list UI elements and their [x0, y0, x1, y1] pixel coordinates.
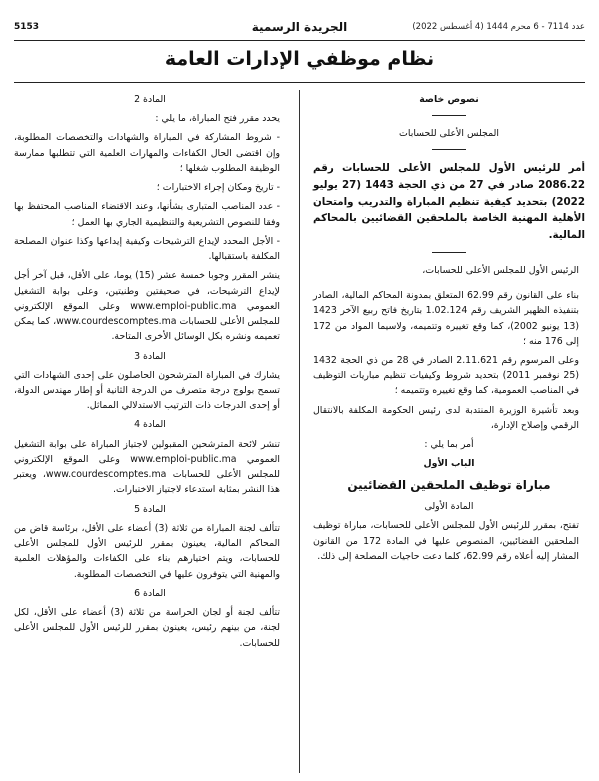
- page-header: [14, 20, 585, 38]
- chapter-title: مباراة توظيف الملحقين القضائيين: [347, 477, 551, 492]
- preamble-law: بناء على القانون رقم 62.99 المتعلق بمدونة المحاكم المالية، الصادر بتنفيذه الظهير الشريف رقم 1.02.124 بتاريخ فاتح ربيع الآخر 1423 (13 يونيو 2002)، كما وقع تغييره وتتميمه، ولاسيما المواد من 172 إلى 176 منه ؛: [313, 290, 579, 347]
- header-rule: [14, 40, 585, 41]
- article-4-text: تنشر لائحة المترشحين المقبولين لاجتياز المباراة على بوابة التشغيل العمومي www.emploi-public.ma وعلى الموقع الإلكتروني للمجلس الأعلى للحسابات www.courdescomptes.ma، ويعتبر هذا النشر بمثابة استدعاء لاجتياز الاختبارات.: [14, 438, 280, 496]
- short-rule: [432, 149, 466, 150]
- article-4-title: المادة 4: [134, 419, 166, 431]
- preamble-visa: وبعد تأشيرة الوزيرة المنتدبة لدى رئيس الحكومة المكلفة بالانتقال الرقمي وإصلاح الإدارة،: [313, 404, 579, 431]
- title-rule: [14, 82, 585, 83]
- article-2-item: - شروط المشاركة في المباراة والشهادات والتخصصات المطلوبة، وإن اقتضى الحال الكفاءات والمهارات العلمية التي تتطلبها ممارسة الوظيفة المطلوب شغلها ؛: [14, 132, 280, 174]
- page-title: نظام موظفي الإدارات العامة: [164, 48, 435, 70]
- order-line: أمر بما يلي :: [424, 439, 474, 451]
- preamble-decree: وعلى المرسوم رقم 2.11.621 الصادر في 28 من ذي الحجة 1432 (25 نوفمبر 2011) بتحديد شروط وكيفيات تنظيم مباريات التوظيف في المناصب العمومية، كما وقع تغييره وتتميمه ؛: [313, 355, 579, 397]
- article-2-item: - تاريخ ومكان إجراء الاختبارات ؛: [156, 182, 280, 194]
- issue-info: عدد 7114 - 6 محرم 1444 (4 أغسطس 2022): [412, 22, 585, 32]
- column-separator: [299, 90, 300, 773]
- article-5-text: تتألف لجنة المباراة من ثلاثة (3) أعضاء على الأقل، برئاسة قاض من المحاكم المالية، يعينون بمقرر للرئيس الأول للمجلس الأعلى للحسابات، ويتم اختيارهم بناء على الكفاءات والمؤهلات العلمية والمهنية التي يتوفرون عليها في التخصصات المطلوبة.: [14, 522, 280, 580]
- article-2-item: - عدد المناصب المتبارى بشأنها، وعند الاقتضاء المناصب المحتفظ بها وفقا للنصوص التشريعية والتنظيمية الجاري بها العمل ؛: [14, 201, 280, 228]
- council-name: المجلس الأعلى للحسابات: [399, 128, 499, 140]
- short-rule: [432, 115, 466, 116]
- article-6-title: المادة 6: [134, 587, 166, 599]
- article-2-item: - الأجل المحدد لإيداع الترشيحات وكيفية إيداعها وكذا عنوان المصلحة المكلفة باستقبالها.: [14, 235, 280, 263]
- right-column: [313, 92, 585, 568]
- article-1-title: المادة الأولى: [424, 501, 474, 513]
- short-rule: [432, 252, 466, 253]
- chapter-heading: الباب الأول: [423, 458, 475, 470]
- left-column: [14, 92, 286, 655]
- page-number: 5153: [14, 22, 40, 32]
- issuer: الرئيس الأول للمجلس الأعلى للحسابات،: [422, 264, 579, 276]
- article-3-title: المادة 3: [134, 350, 166, 362]
- article-2-outro: ينشر المقرر وجوبا خمسة عشر (15) يوما، على الأقل، قبل آخر أجل لإيداع الترشيحات، في صحيفتين وطنيتين، وعلى بوابة التشغيل العمومي www.emploi-public.ma وعلى الموقع الإلكتروني للمجلس الأعلى للحسابات www.courdescomptes.ma، كما يمكن تعميمه ونشره بكل الوسائل الأخرى المتاحة.: [14, 270, 280, 343]
- journal-name: الجريدة الرسمية: [251, 20, 348, 34]
- article-2-title: المادة 2: [134, 94, 166, 105]
- article-2-intro: يحدد مقرر فتح المباراة، ما يلي :: [155, 113, 280, 125]
- article-1-text: تفتح، بمقرر للرئيس الأول للمجلس الأعلى للحسابات، مباراة توظيف الملحقين القضائيين، المنصوص عليها في المادة 172 من القانون المشار إليه أعلاه رقم 62.99، كلما دعت حاجيات المصلحة إلى ذلك.: [313, 520, 579, 562]
- section-heading: نصوص خاصة: [419, 94, 479, 105]
- article-6-text: تتألف لجنة أو لجان الحراسة من ثلاثة (3) أعضاء على الأقل، لكل لجنة، من بينهم رئيس، يعينون بمقرر للرئيس الأول للمجلس الأعلى للحسابات.: [14, 607, 280, 649]
- decision-title: أمر للرئيس الأول للمجلس الأعلى للحسابات رقم 2086.22 صادر في 27 من ذي الحجة 1443 (27 يوليو 2022) بتحديد كيفية تنظيم المباراة والتدريب وامتحان الأهلية المهنية الخاصة بالملحقين القضائيين بالمحاكم المالية.: [313, 162, 586, 242]
- article-5-title: المادة 5: [134, 503, 166, 515]
- article-3-text: يشارك في المباراة المترشحون الحاصلون على إحدى الشهادات التي تسمح بولوج درجة متصرف من الدرجة الثانية أو إطار مهندس الدولة، أو إحدى الدرجات ذات الترتيب الاستدلالي المماثل.: [14, 369, 280, 412]
